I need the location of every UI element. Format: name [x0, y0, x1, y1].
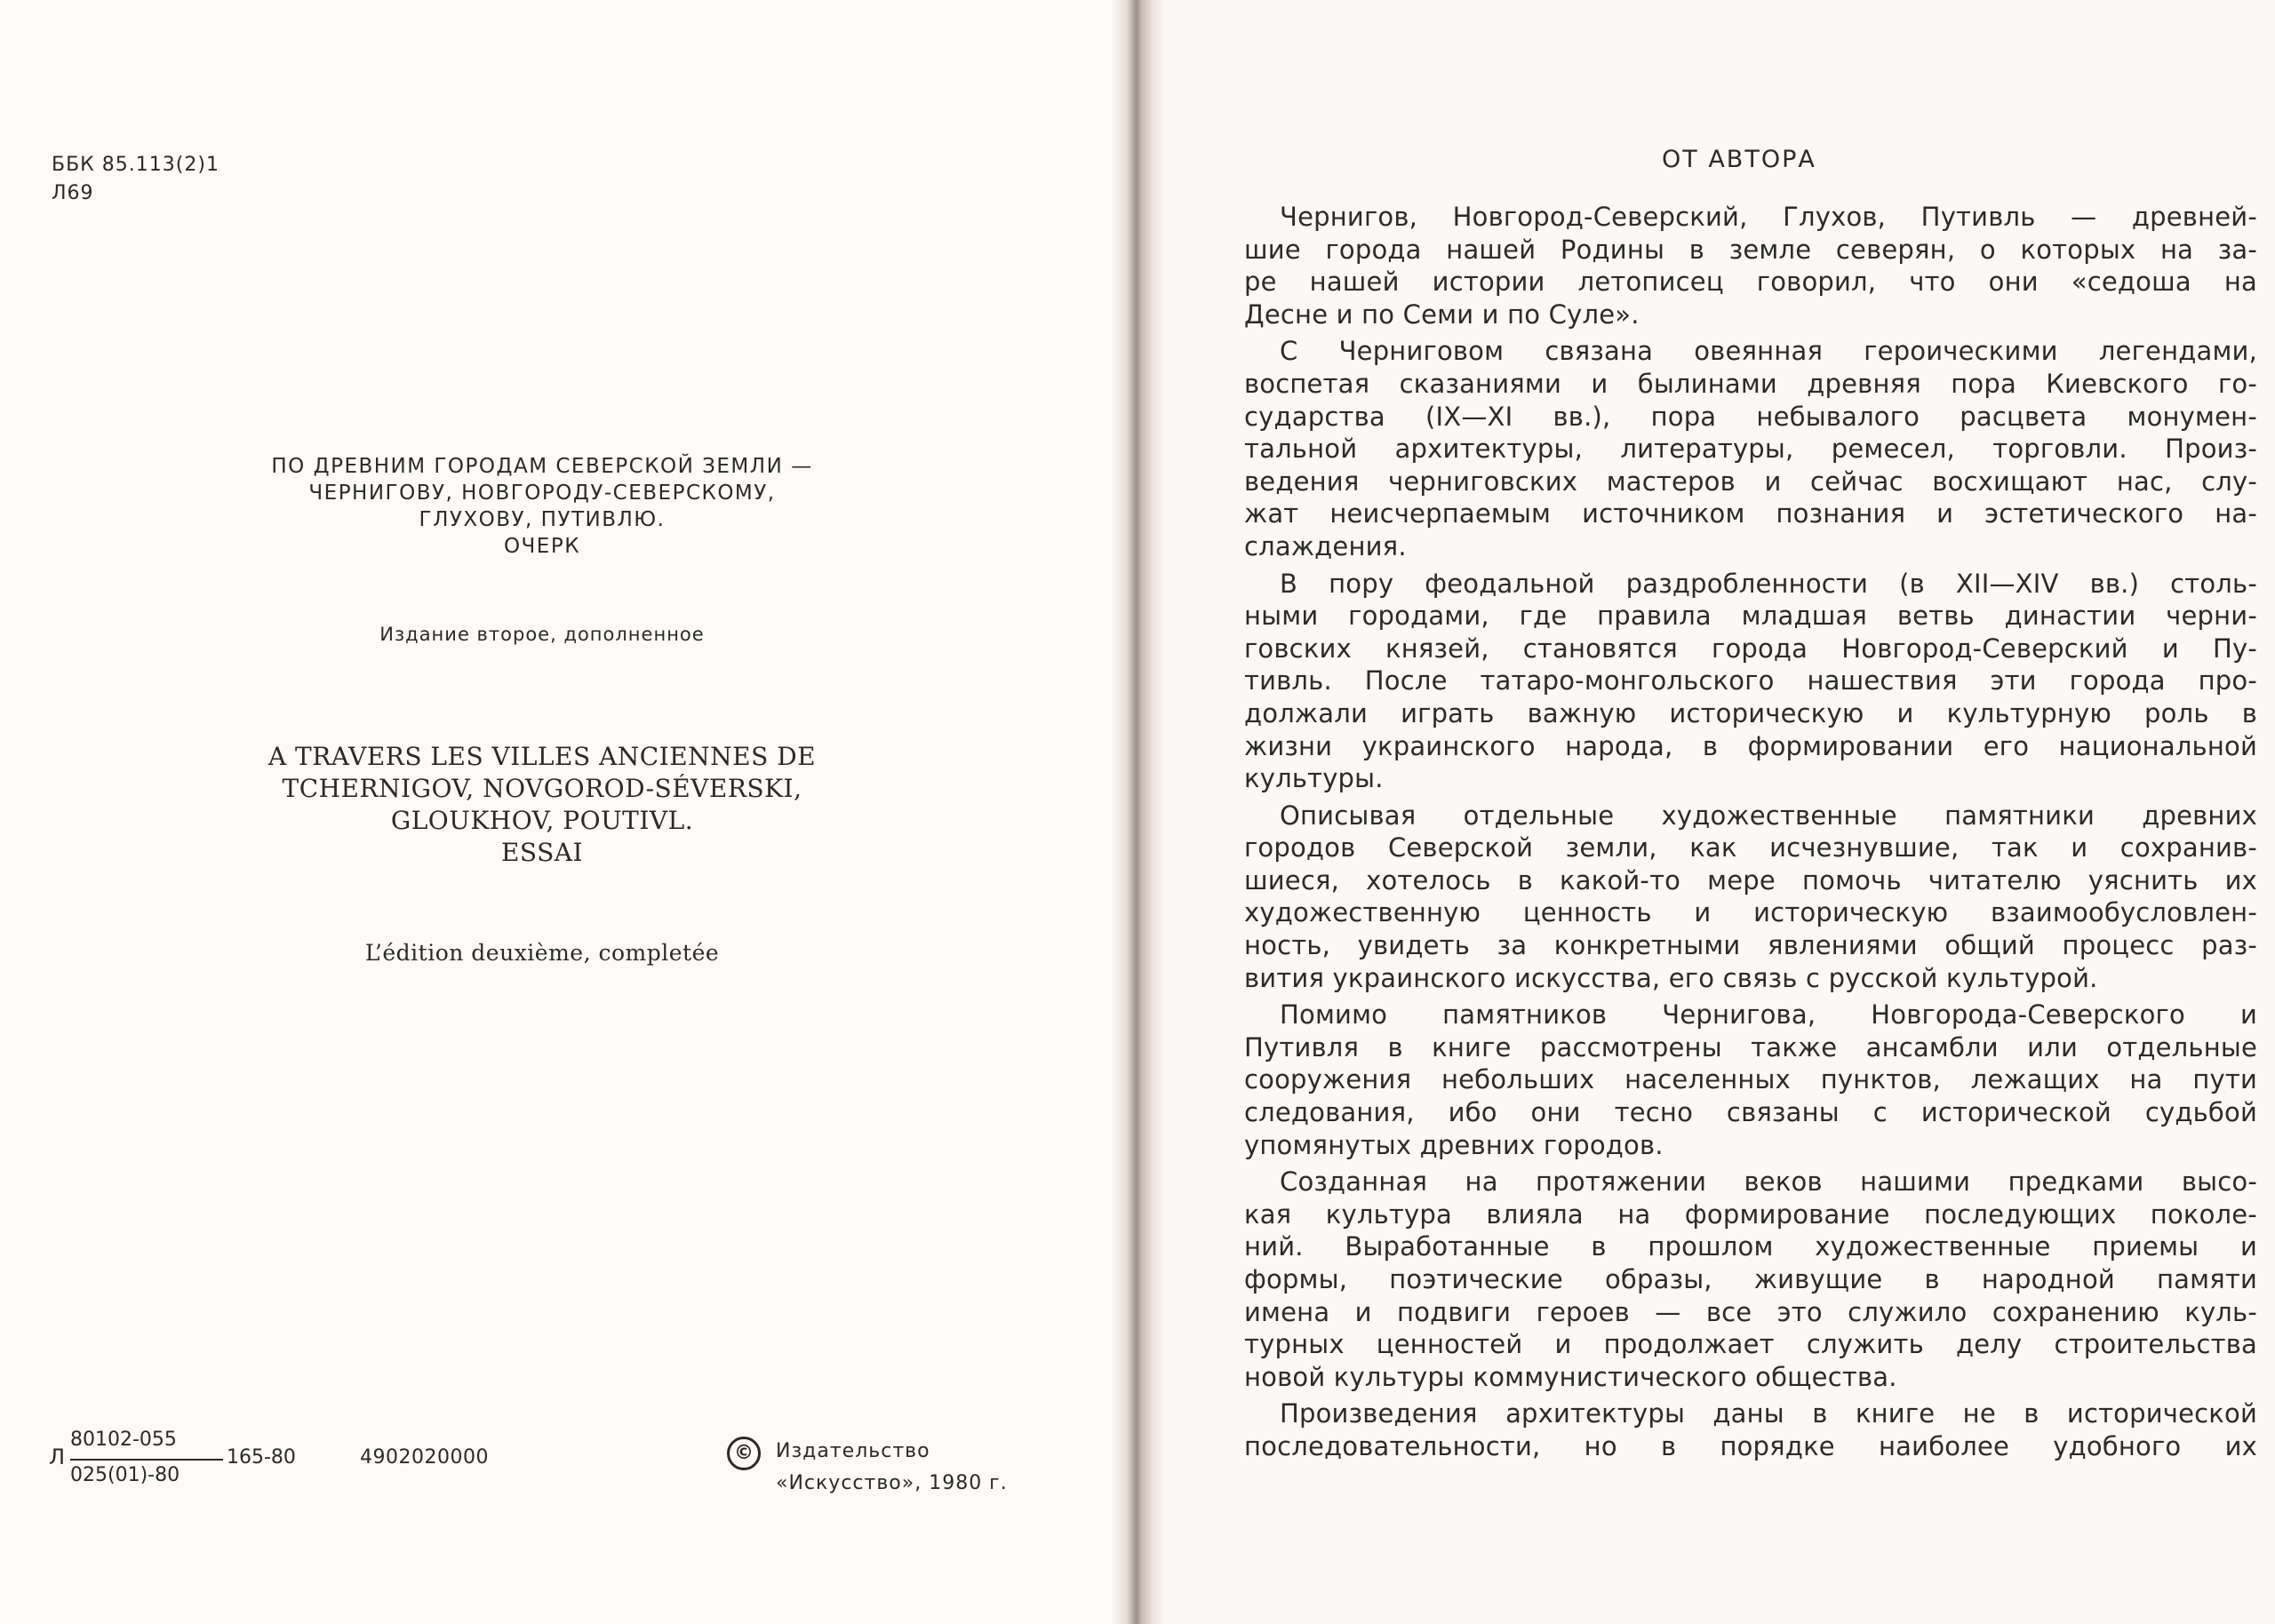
french-title-line: GLOUKHOV, POUTIVL.	[390, 806, 694, 835]
text-line: турных ценностей и продолжает служить делу строительства	[1244, 1329, 2257, 1360]
text-line: говских князей, становятся города Новгород-Северский и Пу-	[1244, 633, 2257, 664]
french-title	[178, 741, 906, 869]
paragraph	[1244, 568, 2257, 795]
book-gutter	[1111, 0, 1164, 1624]
foreword-body	[1244, 201, 2257, 1468]
french-title-line: ESSAI	[500, 838, 584, 867]
text-line: формы, поэтические образы, живущие в народной памяти	[1244, 1264, 2257, 1294]
text-line: Произведения архитектуры даны в книге не в исторической	[1280, 1398, 2257, 1429]
text-line: слаждения.	[1244, 530, 1407, 561]
text-line: Описывая отдельные художественные памятники древних	[1280, 800, 2257, 831]
publisher-line: Издательство	[776, 1440, 930, 1462]
text-line: упомянутых древних городов.	[1244, 1129, 1664, 1160]
text-line: сооружения небольших населенных пунктов, лежащих на пути	[1244, 1064, 2257, 1095]
russian-title-line: ПО ДРЕВНИМ ГОРОДАМ СЕВЕРСКОЙ ЗЕМЛИ —	[271, 455, 813, 478]
russian-edition: Издание второе, дополненное	[379, 624, 705, 645]
russian-title-line: ЧЕРНИГОВУ, НОВГОРОДУ-СЕВЕРСКОМУ,	[308, 482, 776, 505]
imprint-letter: Л	[49, 1445, 66, 1469]
text-line: следования, ибо они тесно связаны с исторической судьбой	[1244, 1097, 2257, 1128]
text-line: жат неисчерпаемым источником познания и эстетического на-	[1244, 498, 2257, 529]
publisher-line: «Искусство», 1980 г.	[776, 1472, 1008, 1494]
paragraph	[1244, 999, 2257, 1161]
text-line: Помимо памятников Чернигова, Новгорода-Северского и	[1280, 999, 2257, 1031]
text-line: ведения черниговских мастеров и сейчас восхищают нас, слу-	[1244, 466, 2257, 497]
text-line: тивль. После татаро-монгольского нашествия эти города про-	[1244, 665, 2257, 697]
imprint-fraction-bar	[70, 1459, 223, 1461]
russian-title-line: ГЛУХОВУ, ПУТИВЛЮ.	[419, 508, 666, 531]
text-line: В пору феодальной раздробленности (в XII—XIV вв.) столь-	[1280, 568, 2257, 599]
paragraph	[1244, 335, 2257, 562]
paragraph	[1244, 201, 2257, 330]
russian-title	[178, 453, 906, 560]
text-line: ными городами, где правила младшая ветвь династии черни-	[1244, 601, 2257, 632]
imprint-code	[49, 1429, 489, 1491]
text-line: С Черниговом связана овеянная героическими легендами,	[1280, 336, 2257, 367]
russian-title-line: ОЧЕРК	[503, 535, 581, 558]
section-heading: ОТ АВТОРА	[1662, 146, 1816, 173]
publisher	[776, 1436, 1008, 1500]
text-line: должали играть важную историческую и культурную роль в	[1244, 697, 2257, 728]
text-line: вития украинского искусства, его связь с русской культурой.	[1244, 962, 2098, 993]
text-line: ре нашей истории летописец говорил, что они «седоша на	[1244, 267, 2257, 298]
text-line: Путивля в книге рассмотрены также ансамбли или отдельные	[1244, 1031, 2257, 1063]
bbk-classification	[52, 151, 220, 208]
left-page	[0, 0, 1111, 1624]
text-line: ность, увидеть за конкретными явлениями общий процесс раз-	[1244, 930, 2257, 961]
text-line: жизни украинского народа, в формировании его национальной	[1244, 730, 2257, 761]
copyright-icon: ©	[727, 1437, 761, 1470]
text-line: шие города нашей Родины в земле северян, о которых на за-	[1244, 234, 2257, 265]
paragraph	[1244, 1397, 2257, 1462]
french-title-line: TCHERNIGOV, NOVGOROD-SÉVERSKI,	[282, 774, 802, 803]
french-title-line: A TRAVERS LES VILLES ANCIENNES DE	[267, 742, 817, 771]
text-line: городов Северской земли, как исчезнувшие, так и сохранив-	[1244, 832, 2257, 864]
imprint-numerator: 80102-055	[70, 1429, 177, 1451]
paragraph	[1244, 1166, 2257, 1393]
text-line: тальной архитектуры, литературы, ремесел, торговли. Произ-	[1244, 434, 2257, 465]
bbk-code: ББК 85.113(2)1	[52, 154, 220, 176]
text-line: Чернигов, Новгород-Северский, Глухов, Путивль — древней-	[1280, 202, 2257, 232]
text-line: шиеся, хотелось в какой-то мере помочь читателю уяснить их	[1244, 864, 2257, 896]
text-line: имена и подвиги героев — все это служило сохранению куль-	[1244, 1296, 2257, 1327]
text-line: последовательности, но в порядке наиболее удобного их	[1244, 1430, 2257, 1461]
text-line: новой культуры коммунистического общества.	[1244, 1361, 1897, 1392]
imprint-number: 4902020000	[360, 1446, 489, 1469]
imprint-denominator: 025(01)-80	[70, 1464, 180, 1486]
author-mark: Л69	[52, 182, 94, 204]
text-line: художественную ценность и историческую взаимообусловлен-	[1244, 897, 2257, 928]
text-line: Созданная на протяжении веков нашими предками высо-	[1280, 1166, 2257, 1198]
imprint-price-code: 165-80	[227, 1446, 296, 1469]
paragraph	[1244, 800, 2257, 995]
french-edition: L’édition deuxième, completée	[364, 940, 720, 966]
text-line: кая культура влияла на формирование последующих поколе-	[1244, 1198, 2257, 1230]
text-line: воспетая сказаниями и былинами древняя пора Киевского го-	[1244, 368, 2257, 399]
text-line: ний. Выработанные в прошлом художественные приемы и	[1244, 1231, 2257, 1262]
text-line: культуры.	[1244, 763, 1384, 794]
text-line: Десне и по Семи и по Суле».	[1244, 299, 1640, 330]
text-line: сударства (IX—XI вв.), пора небывалого расцвета монумен-	[1244, 401, 2257, 432]
